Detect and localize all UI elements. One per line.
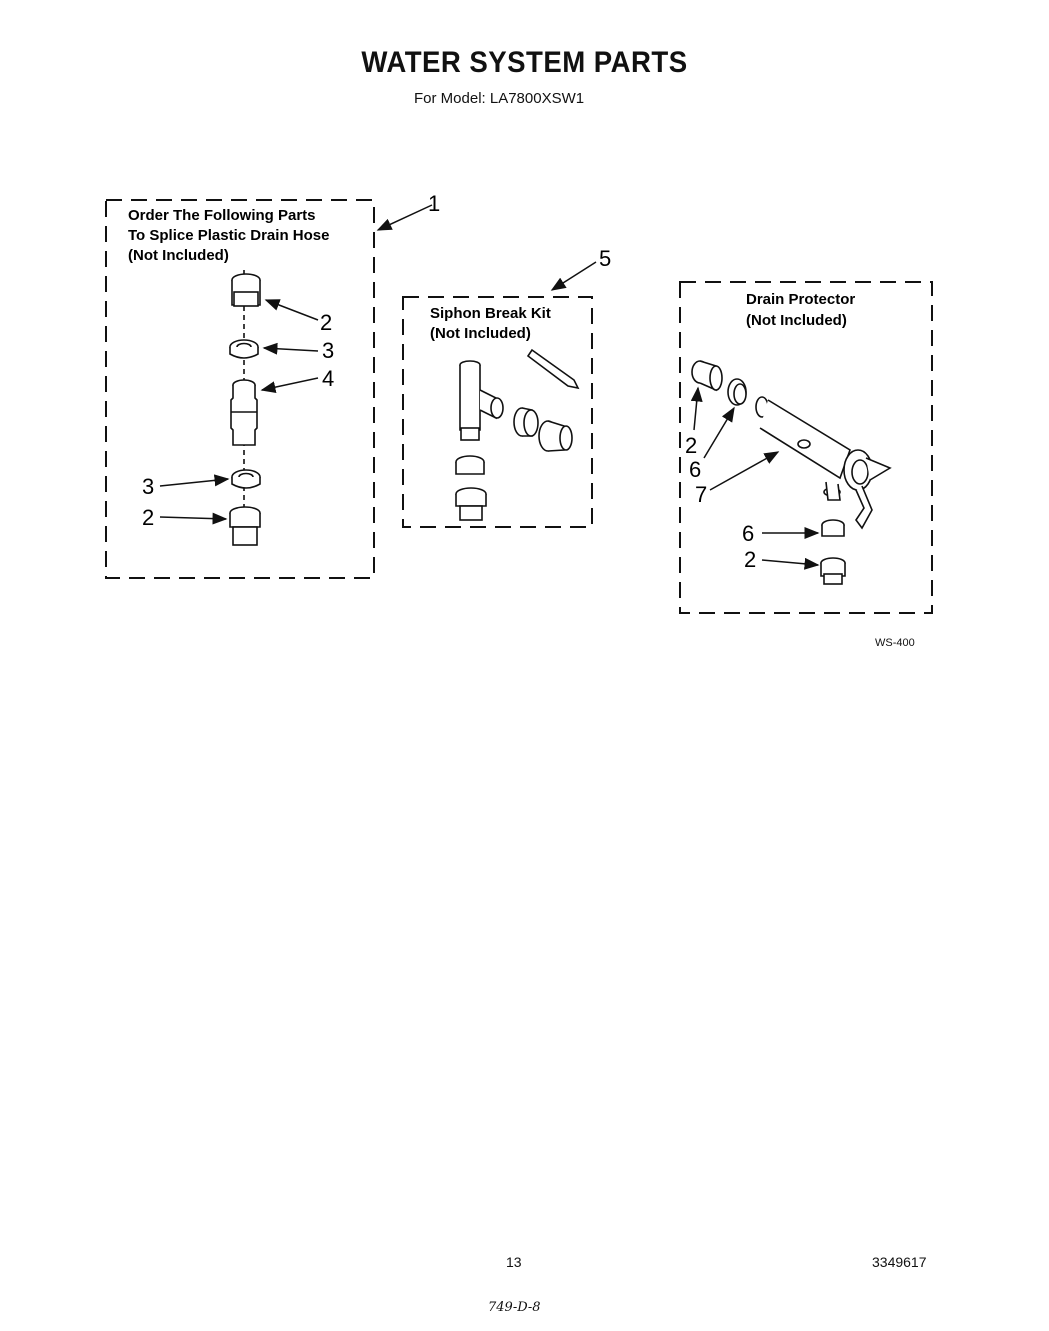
leader-5 — [552, 262, 596, 290]
page-number: 13 — [506, 1254, 522, 1270]
callout-splice-2: 2 — [320, 310, 333, 335]
callout-splice-3b: 3 — [142, 474, 155, 499]
leader-splice-4 — [262, 378, 318, 390]
leader-drain-2b — [762, 560, 818, 565]
callout-drain-6: 6 — [689, 457, 702, 482]
drawing-code: WS-400 — [875, 637, 915, 649]
model-subtitle: For Model: LA7800XSW1 — [414, 90, 585, 107]
siphon-parts — [456, 350, 578, 520]
handwritten-note: 749-D-8 — [488, 1300, 541, 1315]
splice-box-line-2: To Splice Plastic Drain Hose — [128, 227, 330, 244]
callout-splice-4: 4 — [322, 366, 335, 391]
callout-5: 5 — [599, 246, 612, 271]
splice-box-line-3: (Not Included) — [128, 247, 229, 264]
drain-box-line-2: (Not Included) — [746, 312, 847, 329]
callout-splice-2b: 2 — [142, 505, 155, 530]
leader-splice-2b — [160, 517, 226, 519]
leader-splice-3 — [264, 348, 318, 351]
leader-1 — [378, 205, 432, 230]
leader-splice-3b — [160, 479, 228, 486]
siphon-box-line-2: (Not Included) — [430, 325, 531, 342]
leader-drain-6 — [704, 408, 734, 458]
document-number: 3349617 — [872, 1254, 927, 1270]
leader-drain-2 — [694, 388, 698, 430]
callout-1: 1 — [428, 191, 441, 216]
splice-box-line-1: Order The Following Parts — [128, 207, 316, 224]
callout-drain-6b: 6 — [742, 521, 755, 546]
callout-drain-2b: 2 — [744, 547, 757, 572]
callout-drain-2: 2 — [685, 433, 698, 458]
leader-drain-7 — [710, 452, 778, 490]
callout-splice-3: 3 — [322, 338, 335, 363]
splice-parts — [230, 270, 260, 545]
callout-drain-7: 7 — [695, 482, 708, 507]
siphon-box-line-1: Siphon Break Kit — [430, 305, 551, 322]
leader-splice-2 — [266, 300, 318, 320]
drain-box-line-1: Drain Protector — [746, 291, 856, 308]
drain-protector-parts — [692, 361, 890, 584]
page-title: WATER SYSTEM PARTS — [361, 46, 688, 79]
